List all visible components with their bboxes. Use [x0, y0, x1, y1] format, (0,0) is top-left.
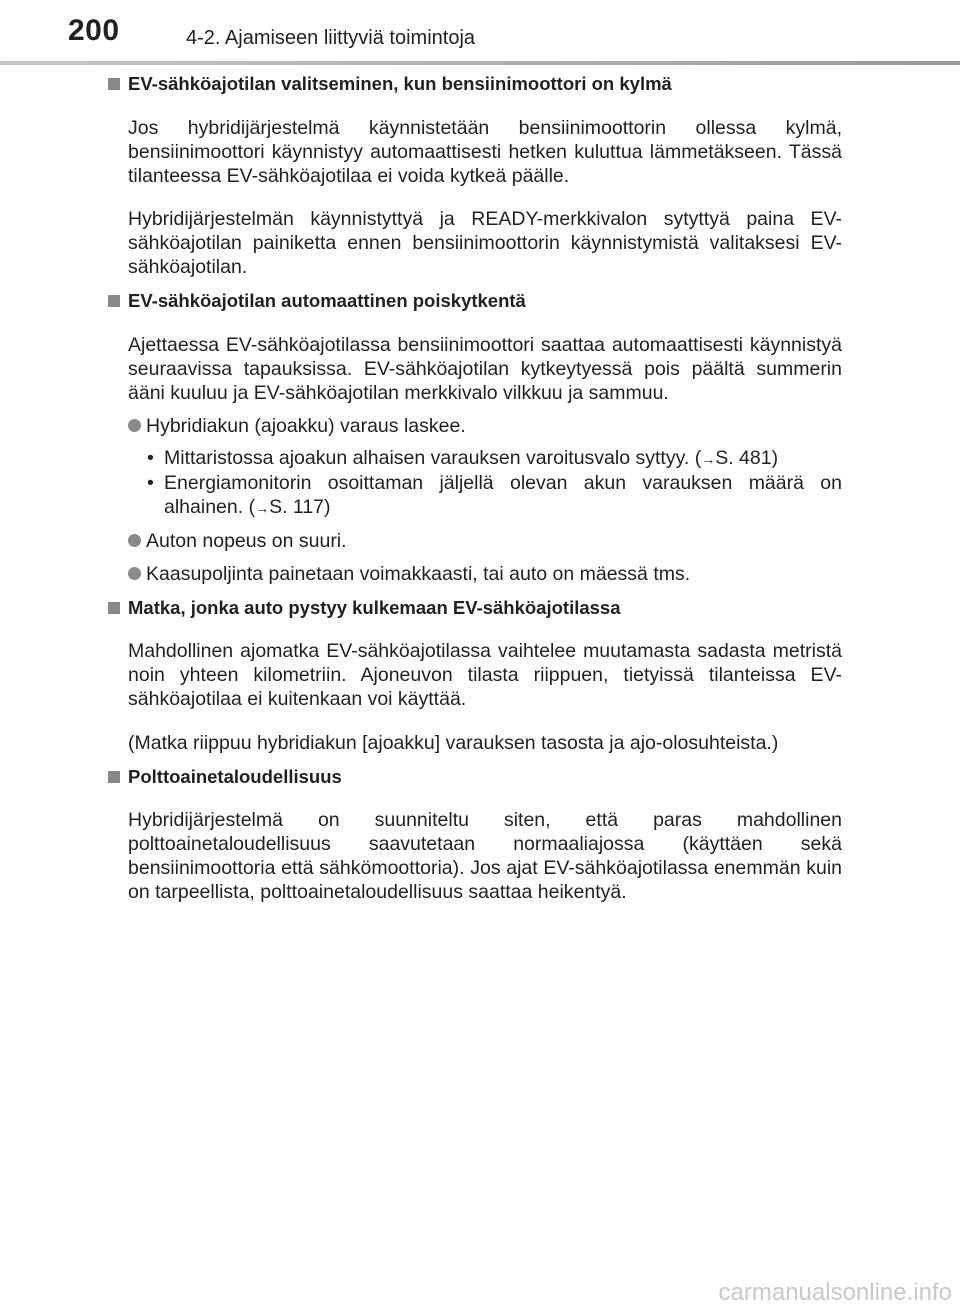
list-item-text: Kaasupoljinta painetaan voimakkaasti, tai auto on mäessä tms. [146, 562, 691, 585]
section-heading [106, 765, 842, 789]
paragraph: Hybridijärjestelmän käynnistyttyä ja READY-merkkivalon sytyttyä paina EV-sähköajotilan painiketta ennen bensiinimoottorin käynnistymistä valitaksesi EV-sähköajotilan. [128, 208, 842, 278]
arrow-right-icon: → [701, 450, 716, 467]
square-bullet-icon [108, 295, 120, 307]
sub-item-text: Energiamonitorin osoittaman jäljellä olevan akun varauksen määrä on alhainen. ( [164, 471, 842, 518]
square-bullet-icon [108, 602, 120, 614]
paragraph: (Matka riippuu hybridiakun [ajoakku] varauksen tasosta ja ajo-olosuhteista.) [128, 731, 779, 754]
page-number: 200 [68, 14, 120, 47]
heading-text: Matka, jonka auto pystyy kulkemaan EV-sähköajotilassa [128, 596, 621, 618]
page-content [106, 72, 842, 914]
page-header [0, 0, 960, 70]
section-heading [106, 289, 842, 313]
paragraph: Hybridijärjestelmä on suunniteltu siten, että paras mahdollinen polttoainetaloudellisuus saavutetaan normaaliajossa (käyttäen sekä bensiinimoottoria että sähkömoottoria). Jos ajat EV-sähköajotilassa enemmän kuin on tarpeellista, polttoainetaloudellisuus saattaa heikentyä. [128, 809, 842, 903]
list-item-text: Auton nopeus on suuri. [146, 529, 347, 552]
section-ev-cold-engine [106, 72, 842, 279]
dot-bullet-icon: • [147, 446, 154, 469]
page-reference: S. 117) [269, 495, 331, 518]
section-heading [106, 596, 842, 620]
section-fuel-economy [106, 765, 842, 905]
chapter-title: 4-2. Ajamiseen liittyviä toimintoja [186, 27, 476, 49]
circle-bullet-icon [128, 419, 141, 432]
sub-item-text: Mittaristossa ajoakun alhaisen varauksen varoitusvalo syttyy. ( [164, 446, 702, 469]
dot-bullet-icon: • [147, 471, 154, 494]
paragraph: Jos hybridijärjestelmä käynnistetään bensiinimoottorin ollessa kylmä, bensiinimoottori käynnistyy automaattisesti hetken kuluttua lämmetäkseen. Tässä tilanteessa EV-sähköajotilaa ei voida kytkeä päälle. [128, 116, 842, 187]
sub-list-item [146, 446, 842, 471]
sub-list-item [146, 471, 842, 520]
arrow-right-icon: → [255, 499, 270, 516]
sub-list [106, 446, 842, 520]
section-ev-auto-cancel [106, 289, 842, 586]
circle-bullet-icon [128, 567, 141, 580]
section-ev-range [106, 596, 842, 755]
paragraph: Ajettaessa EV-sähköajotilassa bensiinimoottori saattaa automaattisesti käynnistyä seuraavissa tapauksissa. EV-sähköajotilan kytkeytyessä pois päältä summerin ääni kuuluu ja EV-sähköajotilan merkkivalo vilkkuu ja sammuu. [128, 333, 842, 404]
section-heading [106, 72, 842, 96]
square-bullet-icon [108, 771, 120, 783]
heading-text: EV-sähköajotilan automaattinen poiskytkentä [128, 290, 526, 311]
circle-bullet-icon [128, 534, 141, 547]
page-reference: S. 481) [715, 446, 779, 469]
heading-text: EV-sähköajotilan valitseminen, kun bensiinimoottori on kylmä [128, 73, 672, 94]
watermark: carmanualsonline.info [718, 1279, 952, 1306]
list-item-text: Hybridiakun (ajoakku) varaus laskee. [146, 414, 466, 437]
list-item [128, 562, 842, 586]
list-item [128, 414, 842, 438]
heading-text: Polttoainetaloudellisuus [128, 765, 342, 787]
square-bullet-icon [108, 78, 120, 90]
paragraph: Mahdollinen ajomatka EV-sähköajotilassa vaihtelee muutamasta sadasta metristä noin yhteen kilometriin. Ajoneuvon tilasta riippuen, tietyissä tilanteissa EV-sähköajotilaa ei kuitenkaan voi käyttää. [128, 640, 842, 710]
list-item [128, 529, 842, 553]
header-divider [0, 61, 960, 65]
